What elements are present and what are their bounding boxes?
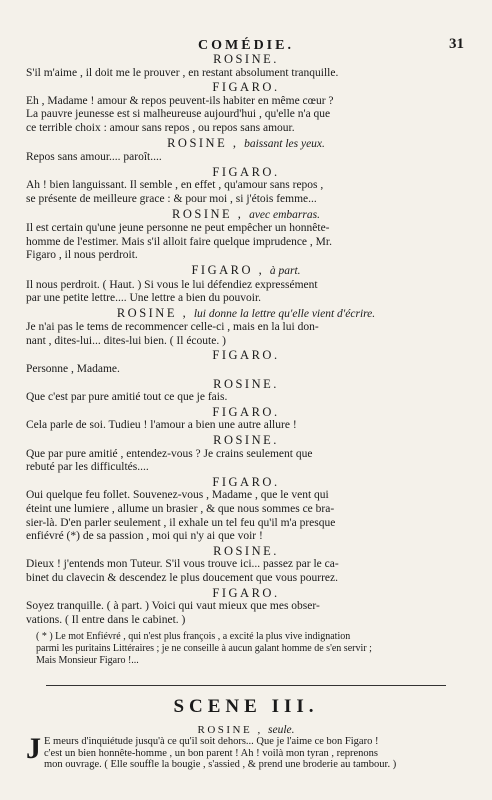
dialogue-line: binet du clavecin & descendez le plus doucement que vous pourrez. xyxy=(26,571,338,584)
dialogue-line: Eh , Madame ! amour & repos peuvent-ils habiter en même cœur ? xyxy=(26,94,334,107)
dialogue-line: Il nous perdroit. ( Haut. ) Si vous le lui défendiez expressément xyxy=(26,278,318,291)
dialogue-line: par une petite lettre.... Une lettre a bien du pouvoir. xyxy=(26,292,262,305)
speaker-heading xyxy=(26,52,466,67)
speaker-heading xyxy=(26,136,466,152)
speaker-heading xyxy=(26,405,466,420)
dialogue-line: Que par pure amitié , entendez-vous ? Je crains seulement que xyxy=(26,447,313,460)
scene-stage-direction: seule. xyxy=(267,724,295,736)
speaker-heading xyxy=(26,544,466,559)
speaker-heading xyxy=(26,207,466,223)
speaker-name: ROSINE , xyxy=(167,135,239,150)
speaker-name: ROSINE. xyxy=(213,543,279,558)
dialogue-line: homme de l'estimer. Mais s'il alloit faire quelque imprudence , Mr. xyxy=(26,235,332,248)
dialogue-line: rebuté par les difficultés.... xyxy=(26,461,149,474)
speaker-heading xyxy=(26,306,466,322)
speaker-heading xyxy=(26,165,466,180)
speaker-name: FIGARO. xyxy=(212,585,280,600)
speaker-heading xyxy=(26,80,466,95)
speaker-name: FIGARO. xyxy=(212,474,280,489)
dialogue-line: vations. ( Il entre dans le cabinet. ) xyxy=(26,613,186,626)
speaker-name: ROSINE , xyxy=(116,305,189,320)
dialogue-line: Soyez tranquille. ( à part. ) Voici qui vaut mieux que mes obser- xyxy=(26,600,320,613)
scene-divider xyxy=(46,685,446,686)
running-title: COMÉDIE. xyxy=(198,38,294,53)
speaker-name: FIGARO. xyxy=(212,164,280,179)
dialogue-line: Que c'est par pure amitié tout ce que je fais. xyxy=(26,391,228,404)
speaker-name: ROSINE. xyxy=(213,433,279,448)
speaker-name: FIGARO , xyxy=(191,262,265,277)
page-number: 31 xyxy=(449,36,464,52)
speaker-heading xyxy=(26,348,466,363)
footnote-line: parmi les puritains Littéraires ; je ne conseille à aucun galant homme de s'en servir ; xyxy=(36,642,372,654)
stage-direction: lui donne la lettre qu'elle vient d'écrire. xyxy=(193,307,376,320)
stage-direction: à part. xyxy=(269,264,301,277)
scene-line: mon ouvrage. ( Elle souffle la bougie , s'assied , & prend une broderie au tambour. ) xyxy=(44,759,397,771)
dialogue-line: Personne , Madame. xyxy=(26,363,120,376)
dialogue-line: éteint une lumiere , allume un brasier , & que nous sommes ce bra- xyxy=(26,503,335,515)
speaker-name: ROSINE , xyxy=(172,206,244,221)
dialogue-line: enfiévré (*) de sa passion , moi qui n'y ai que voir ! xyxy=(26,530,263,543)
stage-direction: avec embarras. xyxy=(249,208,320,221)
speaker-name: ROSINE. xyxy=(213,52,279,66)
speaker-heading xyxy=(26,433,466,448)
speaker-heading xyxy=(26,475,466,490)
footnote-line: Mais Monsieur Figaro !... xyxy=(36,654,139,666)
speaker-heading xyxy=(26,377,466,392)
drop-cap: J xyxy=(26,732,41,765)
dialogue-line: La pauvre jeunesse est si malheureuse aujourd'hui , qu'elle n'a que xyxy=(26,108,331,121)
dialogue-line: nant , dites-lui... dites-lui bien. ( Il écoute. ) xyxy=(26,334,226,347)
dialogue-line: Il est certain qu'une jeune personne ne peut empêcher un honnête- xyxy=(26,222,330,235)
footnote xyxy=(26,631,466,666)
speaker-heading xyxy=(26,263,466,279)
speaker-name: FIGARO. xyxy=(212,404,280,419)
speaker-name: ROSINE. xyxy=(213,376,279,391)
dialogue-line: sier-là. D'en parler seulement , il exhale un tel feu qu'il m'a presque xyxy=(26,516,336,529)
speaker-heading xyxy=(26,586,466,601)
speaker-name: FIGARO. xyxy=(212,348,280,363)
dialogue-line: Ah ! bien languissant. Il semble , en effet , qu'amour sans repos , xyxy=(26,179,324,192)
scene-text xyxy=(26,732,466,771)
dialogue-line: Je n'ai pas le tems de recommencer celle-ci , mais en la lui don- xyxy=(26,321,319,334)
dialogue-line: ce terrible choix : amour sans repos , ou repos sans amour. xyxy=(26,121,295,134)
footnote-line: ( * ) Le mot Enfiévré , qui n'est plus françois , a excité la plus vive indignation xyxy=(36,631,351,643)
dialogue-line: Dieux ! j'entends mon Tuteur. S'il vous trouve ici... passez par le ca- xyxy=(26,558,339,571)
scene-body xyxy=(26,724,466,771)
scene-line: c'est un bien honnête-homme , un bon parent ! Ah ! voilà mon tyran , reprenons xyxy=(44,747,379,759)
dialogue-line: Figaro , il nous perdroit. xyxy=(26,249,138,262)
scene-speaker-name: ROSINE , xyxy=(197,724,263,736)
dialogue-line: se présente de meilleure grace : & pour moi , si j'étois femme... xyxy=(26,192,317,205)
stage-direction: baissant les yeux. xyxy=(244,137,325,150)
scene-speaker xyxy=(26,724,466,736)
speaker-name: FIGARO. xyxy=(212,80,280,95)
dialogue-body xyxy=(26,52,466,666)
scene-title: SCENE III. xyxy=(173,696,319,717)
dialogue-line: Oui quelque feu follet. Souvenez-vous , Madame , que le vent qui xyxy=(26,489,329,502)
scene-line: E meurs d'inquiétude jusqu'à ce qu'il soit dehors... Que je l'aime ce bon Figaro ! xyxy=(44,736,379,747)
dialogue-line: S'il m'aime , il doit me le prouver , en restant absolument tranquille. xyxy=(26,66,339,79)
dialogue-line: Repos sans amour.... paroît.... xyxy=(26,151,162,164)
dialogue-line: Cela parle de soi. Tudieu ! l'amour a bien une autre allure ! xyxy=(26,419,297,432)
